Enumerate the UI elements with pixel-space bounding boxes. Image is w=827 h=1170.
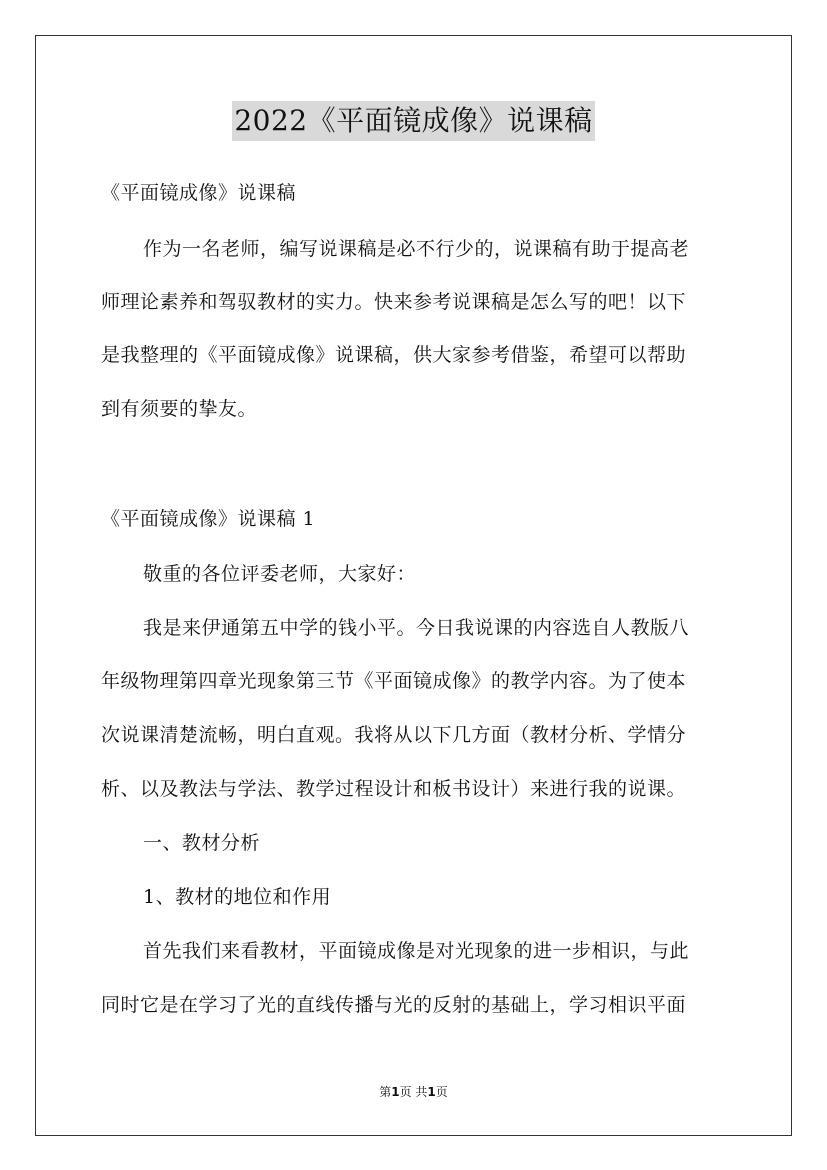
footer-total-pages: 1 bbox=[427, 1085, 436, 1099]
section-heading: 《平面镜成像》说课稿 bbox=[101, 182, 297, 204]
paragraph-line: 首先我们来看教材，平面镜成像是对光现象的进一步相识，与此 bbox=[143, 940, 690, 962]
footer-current-page: 1 bbox=[391, 1085, 400, 1099]
footer-mid: 页 共 bbox=[399, 1085, 428, 1099]
paragraph-line: 次说课清楚流畅，明白直观。我将从以下几方面（教材分析、学情分 bbox=[101, 724, 687, 746]
paragraph-line: 敬重的各位评委老师，大家好： bbox=[143, 563, 417, 585]
subheading: 一、教材分析 bbox=[143, 832, 261, 854]
paragraph-line: 师理论素养和驾驭教材的实力。快来参考说课稿是怎么写的吧！以下 bbox=[101, 291, 687, 313]
paragraph-line: 年级物理第四章光现象第三节《平面镜成像》的教学内容。为了使本 bbox=[101, 670, 687, 692]
subheading: 1、教材的地位和作用 bbox=[143, 886, 332, 908]
footer-suffix: 页 bbox=[435, 1085, 448, 1099]
paragraph-line: 我是来伊通第五中学的钱小平。今日我说课的内容选自人教版八 bbox=[143, 617, 690, 639]
paragraph-line: 同时它是在学习了光的直线传播与光的反射的基础上，学习相识平面 bbox=[101, 994, 687, 1016]
title-wrapper bbox=[0, 101, 827, 141]
footer-prefix: 第 bbox=[379, 1085, 392, 1099]
paragraph-line: 是我整理的《平面镜成像》说课稿，供大家参考借鉴，希望可以帮助 bbox=[101, 344, 687, 366]
section-heading: 《平面镜成像》说课稿 1 bbox=[101, 508, 316, 530]
paragraph-line: 作为一名老师，编写说课稿是必不行少的，说课稿有助于提高老 bbox=[143, 238, 690, 260]
page-footer bbox=[0, 1084, 827, 1100]
paragraph-line: 析、以及教法与学法、教学过程设计和板书设计）来进行我的说课。 bbox=[101, 778, 687, 800]
paragraph-line: 到有须要的挚友。 bbox=[101, 398, 258, 420]
document-title: 2022《平面镜成像》说课稿 bbox=[232, 101, 594, 141]
